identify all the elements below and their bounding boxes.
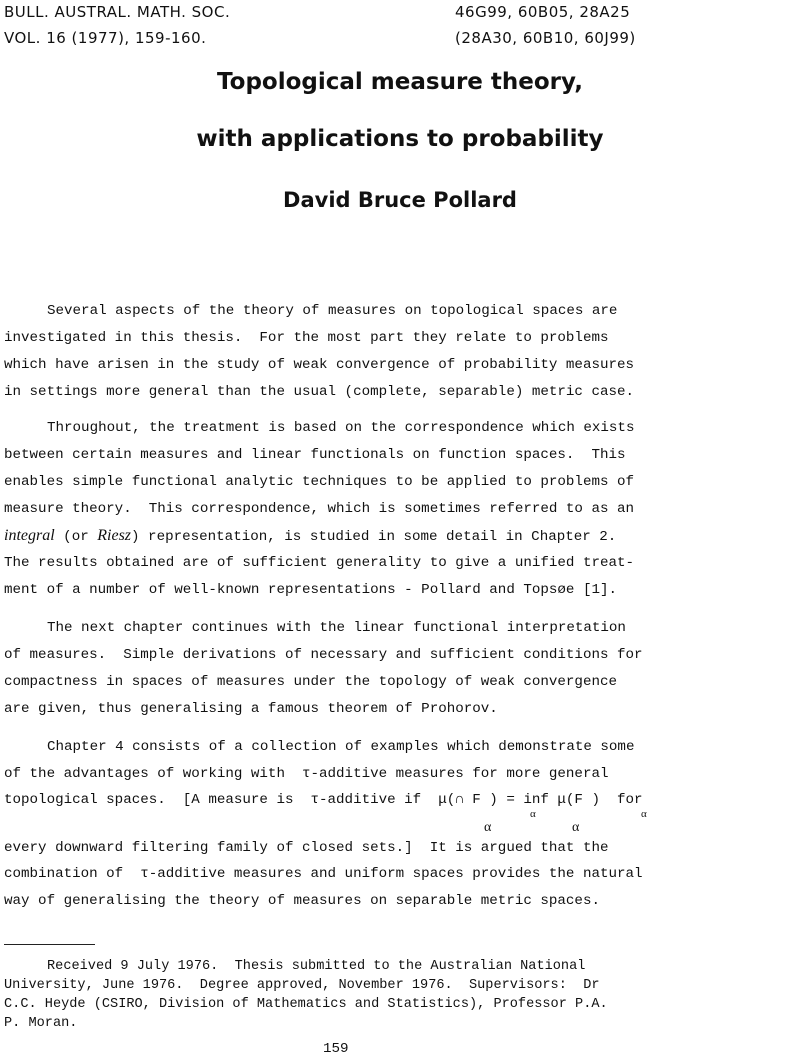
paragraph-line [4, 526, 616, 547]
paragraph-line: between certain measures and linear functionals on function spaces. This [4, 447, 626, 463]
paragraph-line: combination of τ-additive measures and uniform spaces provides the natural [4, 866, 643, 882]
paragraph-line: of the advantages of working with τ-additive measures for more general [4, 766, 609, 782]
paragraph-line: way of generalising the theory of measures on separable metric spaces. [4, 893, 600, 909]
text: (or [54, 529, 98, 545]
footnote-divider [4, 944, 95, 945]
subscript-alpha: α [572, 820, 580, 835]
page-number: 159 [323, 1041, 349, 1057]
paragraph-line: investigated in this thesis. For the most part they relate to problems [4, 330, 609, 346]
author: David Bruce Pollard [283, 188, 517, 212]
paragraph-line: Several aspects of the theory of measures on topological spaces are [47, 303, 618, 319]
title-line-1: Topological measure theory, [217, 69, 583, 95]
subscript-alpha: α [530, 808, 536, 820]
classification-secondary: (28A30, 60B10, 60J99) [455, 29, 636, 47]
footnote-line: C.C. Heyde (CSIRO, Division of Mathematics and Statistics), Professor P.A. [4, 997, 608, 1012]
paragraph-line: enables simple functional analytic techniques to be applied to problems of [4, 474, 635, 490]
paragraph-line: The next chapter continues with the linear functional interpretation [47, 620, 626, 636]
formula-line: topological spaces. [A measure is τ-additive if μ(∩ F ) = inf μ(F ) for [4, 792, 643, 808]
paragraph-line: are given, thus generalising a famous theorem of Prohorov. [4, 701, 498, 717]
italic-riesz: Riesz [97, 527, 132, 544]
volume-info: VOL. 16 (1977), 159-160. [4, 29, 207, 47]
paragraph-line: The results obtained are of sufficient generality to give a unified treat- [4, 555, 635, 571]
subscript-alpha: α [484, 820, 492, 835]
subscript-alpha: α [641, 808, 647, 820]
paragraph-line: ment of a number of well-known representations - Pollard and Topsøe [1]. [4, 582, 617, 598]
paragraph-line: of measures. Simple derivations of necessary and sufficient conditions for [4, 647, 643, 663]
journal-name: BULL. AUSTRAL. MATH. SOC. [4, 3, 231, 21]
footnote-line: Received 9 July 1976. Thesis submitted to the Australian National [47, 959, 586, 974]
paragraph-line: Chapter 4 consists of a collection of examples which demonstrate some [47, 739, 635, 755]
classification: 46G99, 60B05, 28A25 [455, 3, 631, 21]
title-line-2: with applications to probability [196, 126, 604, 152]
footnote-line: P. Moran. [4, 1016, 78, 1031]
paragraph-line: every downward filtering family of closed sets.] It is argued that the [4, 840, 609, 856]
footnote-line: University, June 1976. Degree approved, November 1976. Supervisors: Dr [4, 978, 600, 993]
italic-integral: integral [4, 527, 55, 544]
paragraph-line: Throughout, the treatment is based on the correspondence which exists [47, 420, 635, 436]
paragraph-line: measure theory. This correspondence, which is sometimes referred to as an [4, 501, 635, 517]
paragraph-line: compactness in spaces of measures under the topology of weak convergence [4, 674, 617, 690]
paragraph-line: in settings more general than the usual (complete, separable) metric case. [4, 384, 635, 400]
text: ) representation, is studied in some detail in Chapter 2. [131, 529, 617, 545]
paragraph-line: which have arisen in the study of weak convergence of probability measures [4, 357, 635, 373]
